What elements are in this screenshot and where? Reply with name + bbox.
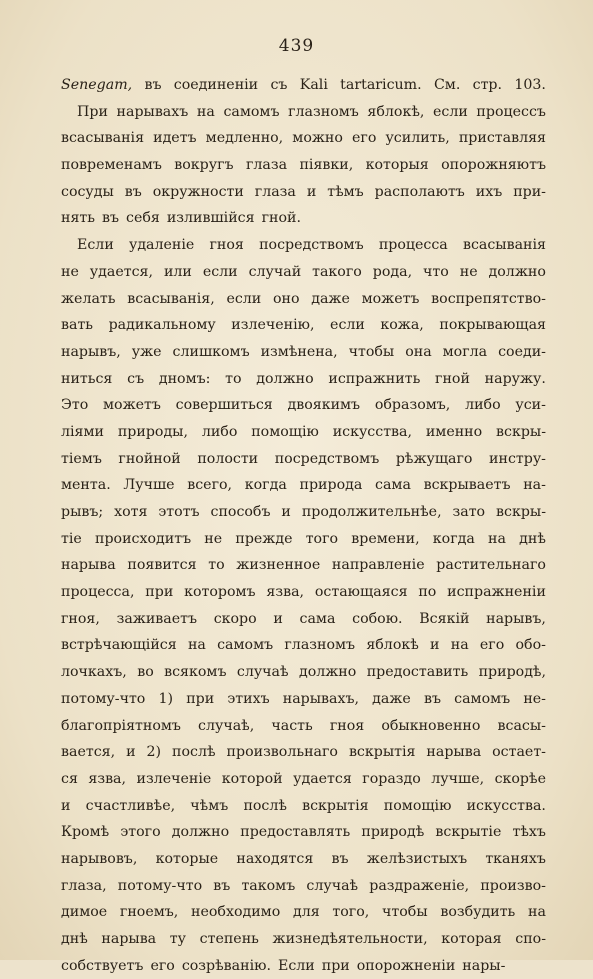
text-line: процесса, при которомъ язва, остающаяся по испражненіи (61, 584, 546, 601)
text-line: нарывовъ, которые находятся въ желѣзистыхъ тканяхъ (61, 850, 546, 867)
text-line: ся язва, излеченіе которой удается гораздо лучше, скорѣе (61, 770, 546, 787)
text-line: димое гноемъ, необходимо для того, чтобы возбудить на (61, 904, 546, 921)
text-line: и счастливѣе, чѣмъ послѣ вскрытія помощію искусства. (61, 797, 546, 814)
text-line: Кромѣ этого должно предоставлять природѣ вскрытіе тѣхъ (61, 824, 546, 841)
text-line: гноя, заживаетъ скоро и сама собою. Всякій нарывъ, (61, 610, 546, 627)
text-line: повременамъ вокругъ глаза піявки, которыя опорожняютъ (61, 157, 546, 174)
text-line: тіе происходитъ не прежде того времени, когда на днѣ (61, 530, 546, 547)
text-line: днѣ нарыва ту степень жизнедѣятельности, которая спо- (61, 931, 546, 947)
text-line: не удается, или если случай такого рода, что не должно (61, 263, 546, 280)
text-line: нять въ себя излившійся гной. (61, 210, 301, 227)
text-line: собствуетъ его созрѣванію. Если при опорожненіи нары- (61, 957, 506, 974)
text-line: встрѣчающійся на самомъ глазномъ яблокѣ и на его обо- (61, 637, 546, 654)
text-line: всасыванія идетъ медленно, можно его усилить, приставляя (61, 130, 546, 147)
text-line: благопріятномъ случаѣ, часть гноя обыкновенно всасы- (61, 717, 546, 734)
text-line: Если удаленіе гноя посредствомъ процесса всасыванія (77, 237, 546, 254)
text-line: При нарывахъ на самомъ глазномъ яблокѣ, если процессъ (77, 103, 546, 120)
text-line: нарыва появится то жизненное направленіе растительнаго (61, 557, 546, 574)
text-line: мента. Лучше всего, когда природа сама вскрываетъ на- (61, 477, 546, 494)
page-body-text (61, 72, 546, 979)
text-line: лочкахъ, во всякомъ случаѣ должно предоставить природѣ, (61, 664, 546, 681)
text-line: Senegam, въ соединеніи съ Kali tartaricum. См. стр. 103. (61, 77, 546, 93)
text-line: Это можетъ совершиться двоякимъ образомъ, либо уси- (61, 397, 546, 414)
text-line: тіемъ гнойной полости посредствомъ рѣжущаго инстру- (61, 450, 546, 467)
text-line: ліями природы, либо помощію искусства, именно вскры- (61, 423, 546, 440)
text-line: вается, и 2) послѣ произвольнаго вскрытія нарыва остает- (61, 744, 546, 761)
text-line: потому-что 1) при этихъ нарывахъ, даже въ самомъ не- (61, 690, 546, 707)
page-number: 439 (278, 36, 315, 56)
text-line: вать радикальному излеченію, если кожа, покрывающая (61, 317, 546, 334)
text-line: нарывъ, уже слишкомъ измѣнена, чтобы она могла соеди- (61, 343, 546, 360)
text-line: сосуды въ окружности глаза и тѣмъ располаютъ ихъ при- (61, 183, 546, 200)
text-line: глаза, потому-что въ такомъ случаѣ раздраженіе, произво- (61, 877, 546, 894)
text-line: желать всасыванія, если оно даже можетъ воспрепятство- (61, 290, 546, 307)
text-line: рывъ; хотя этотъ способъ и продолжительнѣе, зато вскры- (61, 504, 546, 520)
text-line: ниться съ дномъ: то должно испражнить гной наружу. (61, 370, 546, 387)
